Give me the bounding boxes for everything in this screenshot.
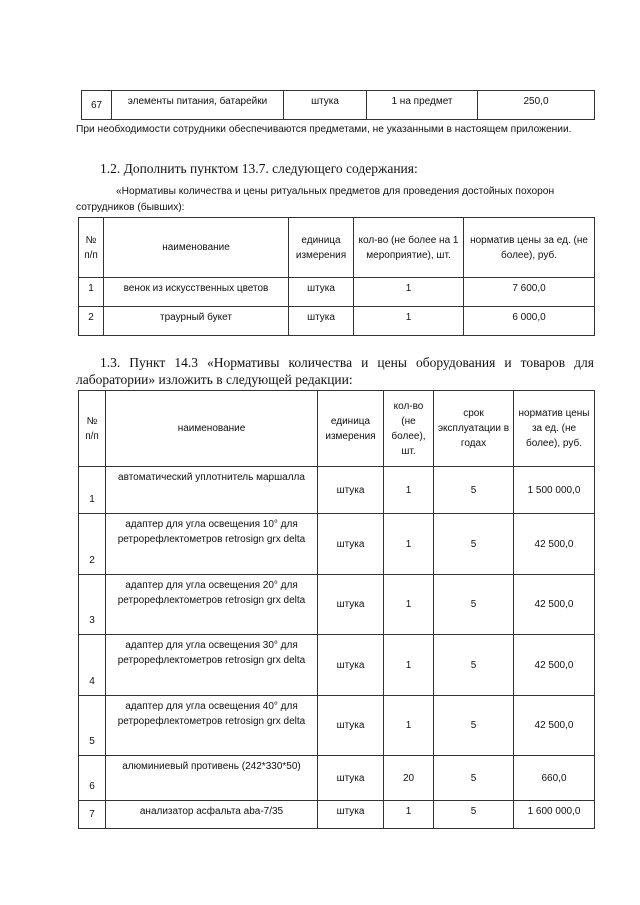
item-term: 5 [434,575,514,635]
item-unit: штука [318,756,384,801]
table-header-row [79,218,595,278]
item-price: 1 600 000,0 [514,801,595,829]
item-unit: штука [284,91,367,120]
item-quantity: 1 [384,801,434,829]
table-row [79,801,595,829]
item-quantity: 20 [384,756,434,801]
row-number: 7 [79,801,106,829]
row-number: 1 [79,278,104,307]
item-price: 42 500,0 [514,696,595,756]
item-term: 5 [434,635,514,696]
item-term: 5 [434,467,514,514]
item-quantity: 1 [384,467,434,514]
item-name: элементы питания, батарейки [112,91,284,120]
item-quantity: 1 [354,307,464,336]
header-num: № п/п [79,218,104,278]
table-row [79,467,595,514]
header-unit: единица измерения [318,391,384,467]
section-1-2-heading: 1.2. Дополнить пунктом 13.7. следующего содержания: [100,161,418,176]
item-name: адаптер для угла освещения 20° для ретрорефлектометров retrosign grx delta [106,575,318,635]
item-unit: штука [318,635,384,696]
item-name: адаптер для угла освещения 10° для ретрорефлектометров retrosign grx delta [106,514,318,575]
item-unit: штука [289,307,354,336]
table-row [79,635,595,696]
table-row [79,756,595,801]
item-quantity: 1 на предмет [367,91,478,120]
header-qty: кол-во (не более), шт. [384,391,434,467]
section-1-3-heading-1: 1.3. Пункт 14.3 «Нормативы количества и цены оборудования и товаров для [100,355,594,370]
row-number: 4 [79,635,106,696]
row-number: 2 [79,514,106,575]
row-number: 67 [82,91,112,120]
item-term: 5 [434,696,514,756]
row-number: 1 [79,467,106,514]
header-price: норматив цены за ед. (не более), руб. [514,391,595,467]
table-row [79,514,595,575]
item-term: 5 [434,801,514,829]
item-price: 7 600,0 [464,278,595,307]
section-1-2-intro-1: «Нормативы количества и цены ритуальных предметов для проведения достойных похорон [116,186,555,197]
item-unit: штука [289,278,354,307]
row-number: 5 [79,696,106,756]
table-header-row [79,391,595,467]
item-quantity: 1 [384,696,434,756]
table-row [79,575,595,635]
header-qty: кол-во (не более на 1 мероприятие), шт. [354,218,464,278]
item-price: 42 500,0 [514,514,595,575]
item-price: 6 000,0 [464,307,595,336]
item-unit: штука [318,514,384,575]
header-name: наименование [106,391,318,467]
header-num: № п/п [79,391,106,467]
header-name: наименование [104,218,289,278]
item-name: адаптер для угла освещения 40° для ретрорефлектометров retrosign grx delta [106,696,318,756]
table-row [82,91,595,120]
row-number: 3 [79,575,106,635]
item-name: анализатор асфальта aba-7/35 [106,801,318,829]
laboratory-equipment-table [78,390,595,829]
header-price: норматив цены за ед. (не более), руб. [464,218,595,278]
section-1-2-intro-2: сотрудников (бывших): [76,202,185,213]
header-unit: единица измерения [289,218,354,278]
item-name: венок из искусственных цветов [104,278,289,307]
item-price: 42 500,0 [514,575,595,635]
item-quantity: 1 [384,514,434,575]
item-unit: штука [318,575,384,635]
item-name: алюминиевый противень (242*330*50) [106,756,318,801]
item-unit: штука [318,467,384,514]
item-price: 1 500 000,0 [514,467,595,514]
item-price: 250,0 [478,91,595,120]
row-number: 2 [79,307,104,336]
table-row [79,307,595,336]
header-term: срок эксплуатации в годах [434,391,514,467]
table-row [79,696,595,756]
item-price: 42 500,0 [514,635,595,696]
item-term: 5 [434,756,514,801]
item-unit: штука [318,696,384,756]
item-name: адаптер для угла освещения 30° для ретрорефлектометров retrosign grx delta [106,635,318,696]
item-unit: штука [318,801,384,829]
row-number: 6 [79,756,106,801]
section-1-3-heading-2: лаборатории» изложить в следующей редакции: [76,372,353,387]
supplies-table-tail [81,90,595,120]
item-term: 5 [434,514,514,575]
note-paragraph: При необходимости сотрудники обеспечиваются предметами, не указанными в настоящем приложении. [76,124,572,135]
item-price: 660,0 [514,756,595,801]
item-quantity: 1 [354,278,464,307]
item-name: автоматический уплотнитель маршалла [106,467,318,514]
table-row [79,278,595,307]
ritual-items-table [78,217,595,336]
item-quantity: 1 [384,575,434,635]
item-quantity: 1 [384,635,434,696]
item-name: траурный букет [104,307,289,336]
